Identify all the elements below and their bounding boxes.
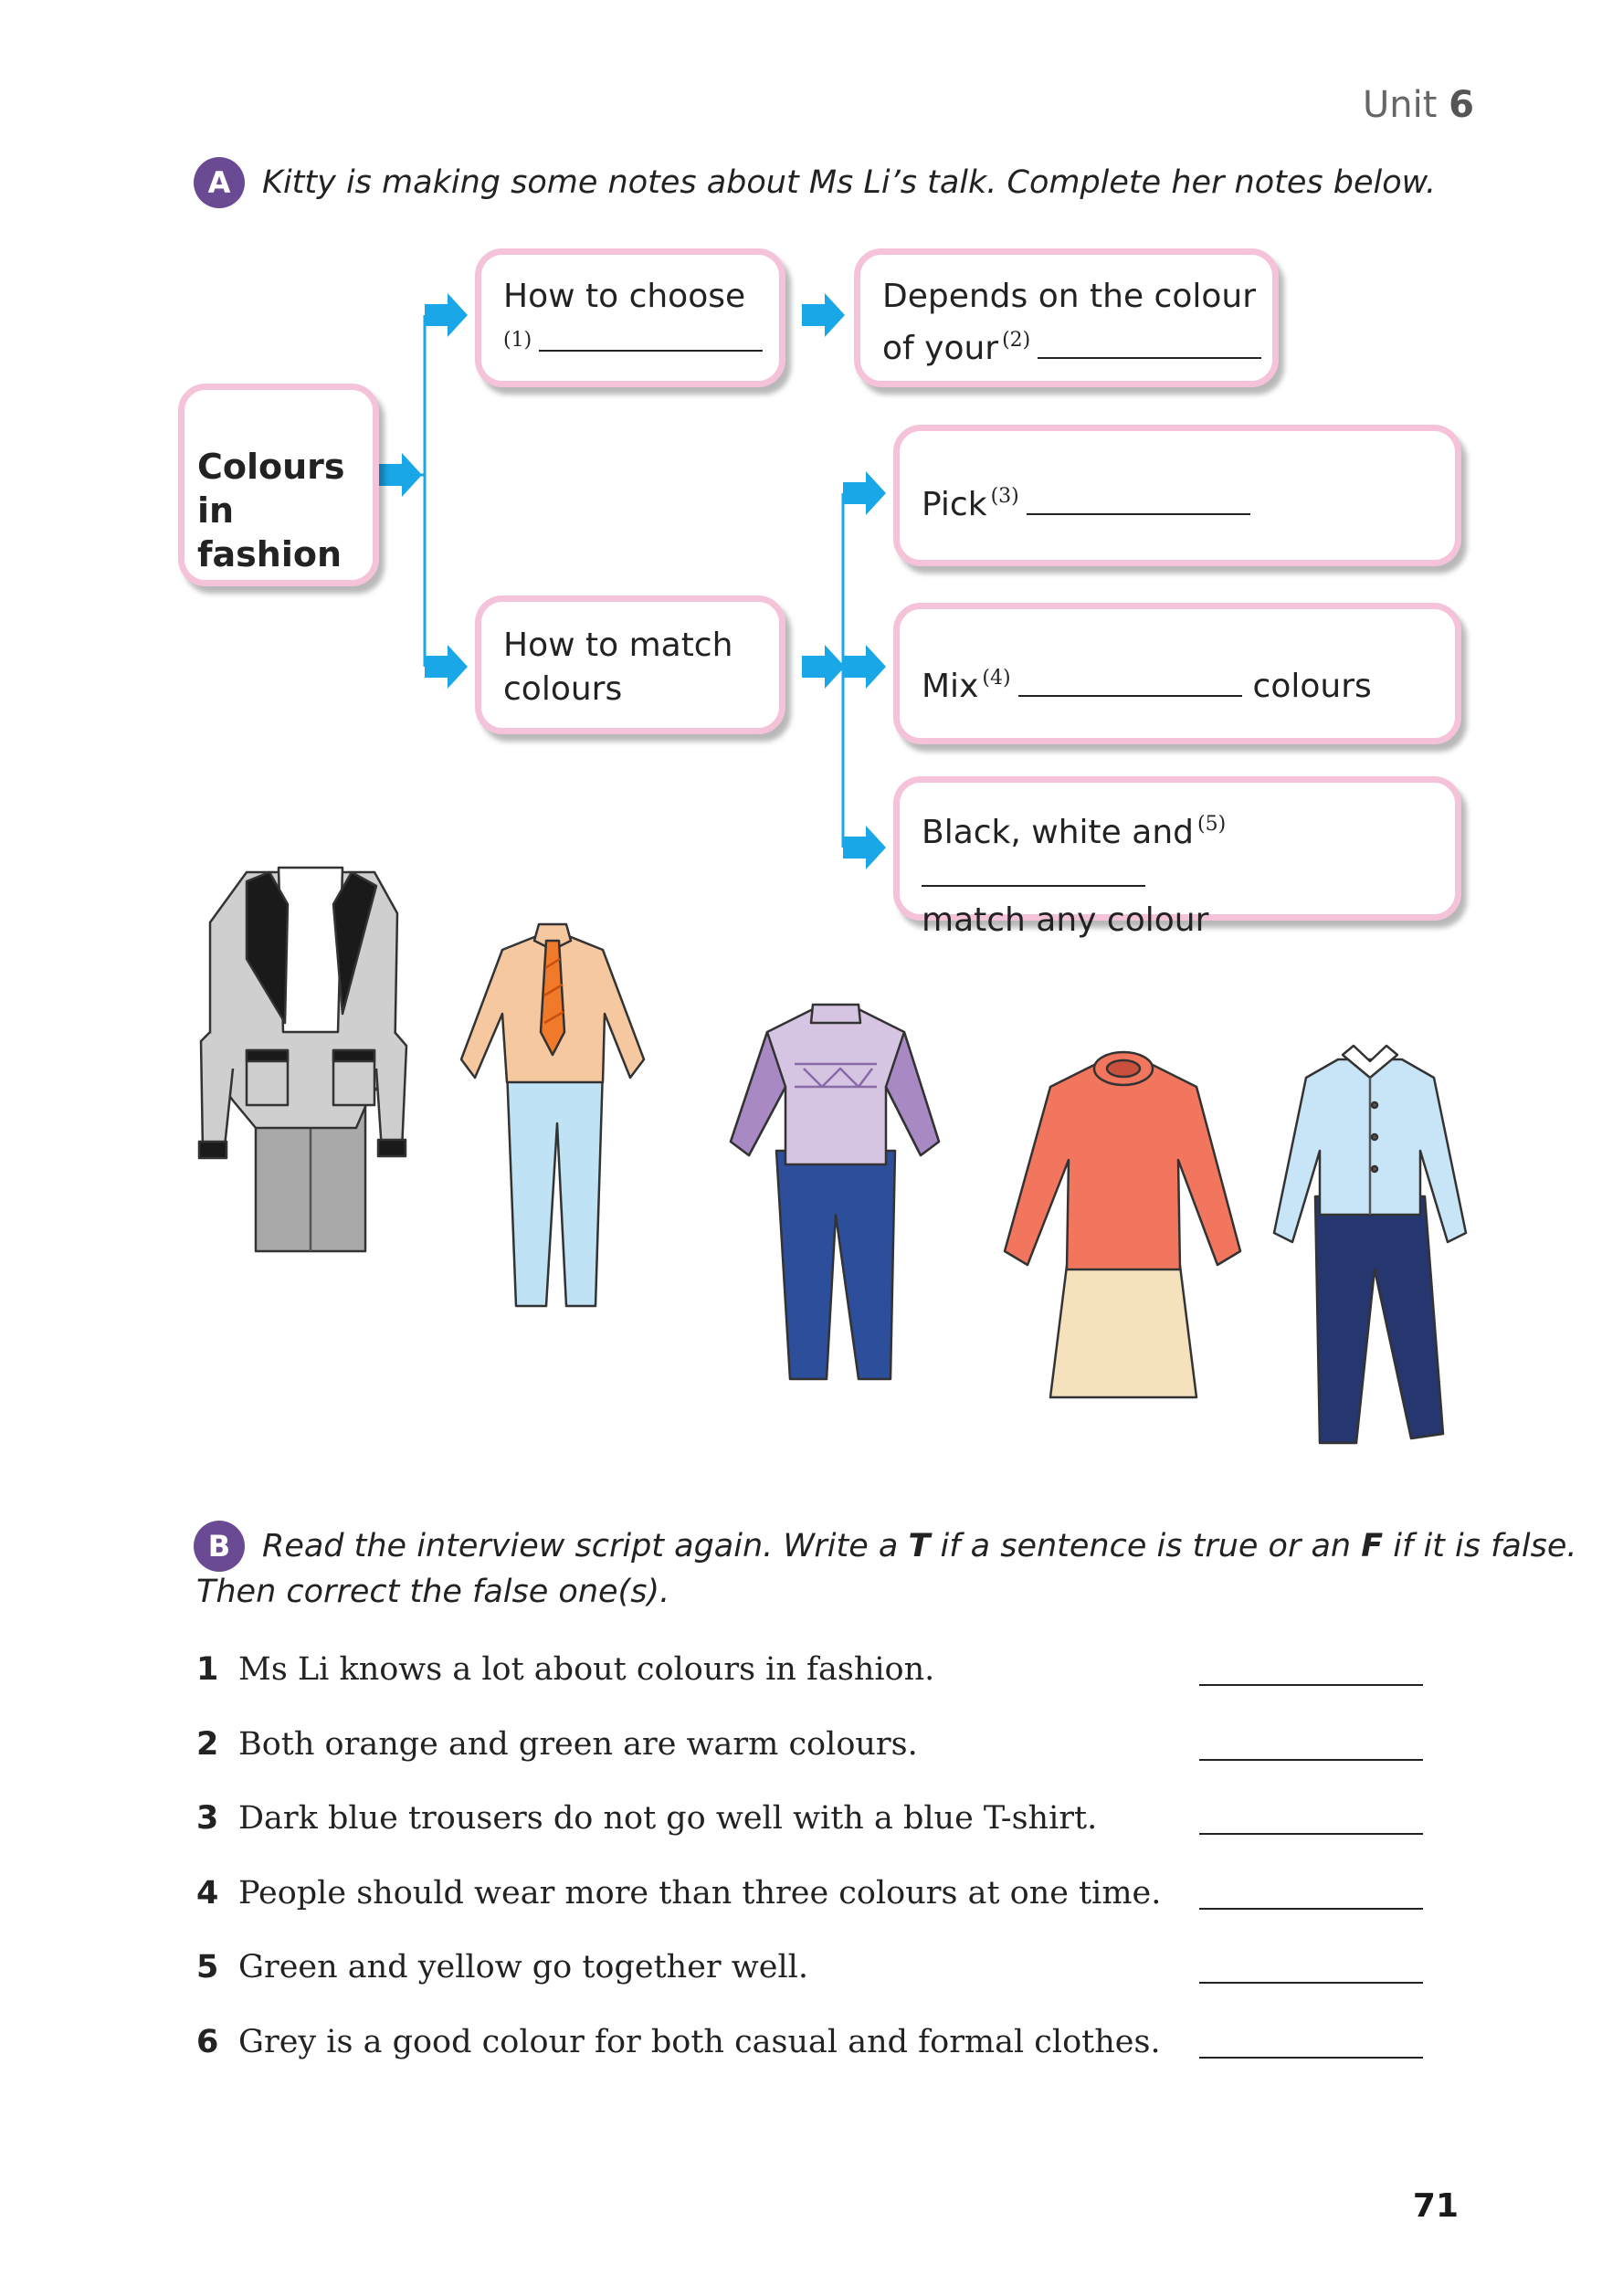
outfit-grey-jacket bbox=[199, 868, 406, 1251]
question-row: 2 Both orange and green are warm colours. bbox=[196, 1726, 918, 1763]
light-blue-trousers bbox=[507, 1069, 603, 1306]
blue-jeans bbox=[776, 1151, 895, 1379]
arrow-choose bbox=[425, 293, 468, 337]
question-row: 1 Ms Li knows a lot about colours in fashion. bbox=[196, 1651, 935, 1688]
blank-4[interactable] bbox=[1018, 669, 1242, 697]
outfit-blue-blouse bbox=[1274, 1046, 1466, 1443]
arrow-pick bbox=[843, 471, 886, 515]
black-white-box: Black, white and $^{(5)}$ match any colour bbox=[893, 776, 1461, 921]
outfit-lavender-sweater bbox=[731, 1005, 939, 1379]
cream-skirt bbox=[1050, 1251, 1196, 1397]
answer-line-1[interactable] bbox=[1199, 1682, 1423, 1686]
section-a-badge: A bbox=[194, 157, 245, 208]
outfit-coral-top bbox=[1005, 1052, 1240, 1397]
blank-3[interactable] bbox=[1027, 488, 1250, 515]
question-row: 4 People should wear more than three colours at one time. bbox=[196, 1875, 1162, 1912]
depends-box: Depends on the colour of your $^{(2)}$ bbox=[854, 248, 1279, 387]
answer-line-6[interactable] bbox=[1199, 2055, 1423, 2059]
blank-1[interactable] bbox=[539, 324, 763, 352]
section-b-instruction-line2: Then correct the false one(s). bbox=[196, 1574, 670, 1610]
arrow-branch bbox=[802, 645, 845, 689]
question-row: 6 Grey is a good colour for both casual and formal clothes. bbox=[196, 2024, 1161, 2060]
section-a-instruction: Kitty is making some notes about Ms Li’s talk. Complete her notes below. bbox=[262, 164, 1437, 201]
arrow-match bbox=[425, 645, 468, 689]
pick-box: Pick $^{(3)}$ bbox=[893, 425, 1461, 566]
how-to-choose-box: How to choose $^{(1)}$ bbox=[475, 248, 785, 387]
answer-line-4[interactable] bbox=[1199, 1906, 1423, 1910]
arrow-mix bbox=[843, 645, 886, 689]
unit-label: Unit 6 bbox=[1363, 84, 1474, 126]
colours-in-fashion-box: Colours in fashion bbox=[178, 384, 379, 586]
page-number: 71 bbox=[1412, 2187, 1459, 2225]
how-to-match-box: How to match colours bbox=[475, 595, 785, 734]
outfit-peach-shirt bbox=[461, 924, 644, 1306]
arrow-depends bbox=[802, 293, 845, 337]
answer-line-5[interactable] bbox=[1199, 1980, 1423, 1984]
section-b-instruction: Read the interview script again. Write a T if a sentence is true or an F if it is false. bbox=[262, 1528, 1577, 1564]
question-row: 5 Green and yellow go together well. bbox=[196, 1949, 808, 1985]
blank-2[interactable] bbox=[1038, 332, 1261, 359]
navy-trousers bbox=[1315, 1196, 1443, 1443]
question-row: 3 Dark blue trousers do not go well with a blue T-shirt. bbox=[196, 1800, 1098, 1837]
mix-box: Mix $^{(4)}$ colours bbox=[893, 603, 1461, 744]
section-b-badge: B bbox=[194, 1521, 245, 1572]
answer-line-3[interactable] bbox=[1199, 1831, 1423, 1835]
arrow-main bbox=[379, 453, 422, 497]
answer-line-2[interactable] bbox=[1199, 1757, 1423, 1761]
clothes-illustration bbox=[183, 849, 1480, 1452]
unit-number: 6 bbox=[1449, 84, 1474, 126]
